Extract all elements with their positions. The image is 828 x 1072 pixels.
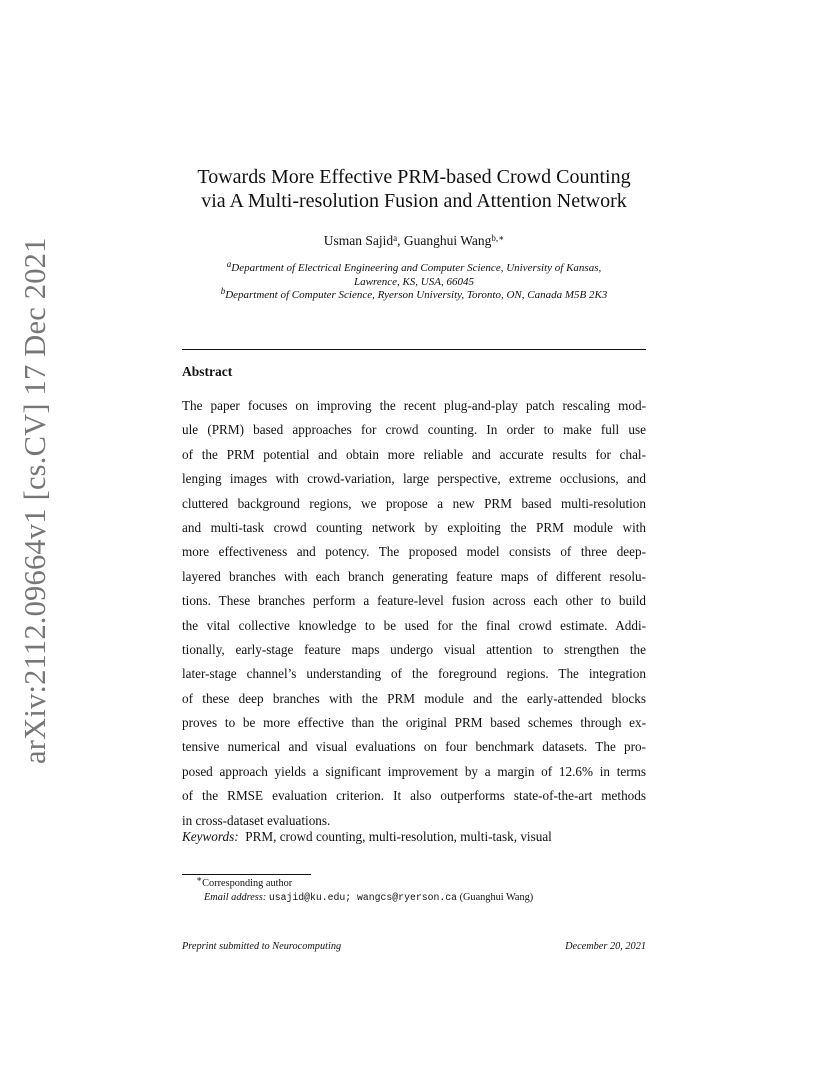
author-separator: , [397, 233, 404, 248]
affiliation-a-text-1: Department of Electrical Engineering and Computer Science, University of Kansas, [231, 262, 602, 274]
abstract-line: tionally, early-stage feature maps undergo visual attention to strengthen the [182, 641, 646, 657]
affiliation-b-line-1 [150, 285, 678, 303]
affiliation-b-mark: b [220, 285, 226, 296]
footnote-email [196, 891, 533, 905]
abstract-line: in cross-dataset evaluations. [182, 812, 331, 828]
paper-title [150, 165, 678, 213]
abstract-line: of these deep branches with the PRM module and the early-attended blocks [182, 690, 646, 706]
abstract-line: and multi-task crowd counting network by exploiting the PRM module with [182, 519, 646, 535]
title-line-1: Towards More Effective PRM-based Crowd Counting [197, 166, 631, 188]
keywords [182, 829, 552, 845]
abstract-line: of the PRM potential and obtain more reliable and accurate results for chal- [182, 446, 646, 462]
abstract-line: the vital collective knowledge to be used for the final crowd estimate. Addi- [182, 617, 646, 633]
footer-date: December 20, 2021 [565, 941, 646, 952]
affiliation-a-mark: a [226, 258, 232, 269]
abstract-body [182, 394, 646, 833]
affiliation-b-text-1: Department of Computer Science, Ryerson University, Toronto, ON, Canada M5B 2K3 [225, 289, 608, 301]
footnote-mark: ∗ [196, 873, 203, 884]
abstract-line: The paper focuses on improving the recent plug-and-play patch rescaling mod- [182, 398, 646, 413]
abstract-line: posed approach yields a significant improvement by a margin of 12.6% in terms [182, 763, 646, 779]
title-line-2: via A Multi-resolution Fusion and Attention Network [201, 190, 627, 212]
affiliations [150, 258, 678, 303]
email-label: Email address: [204, 892, 267, 903]
abstract-line: ule (PRM) based approaches for crowd counting. In order to make full use [182, 422, 646, 438]
author-1-name: Usman Sajid [323, 233, 394, 248]
abstract-line: cluttered background regions, we propose a new PRM based multi-resolution [182, 495, 646, 511]
keywords-label: Keywords: [182, 829, 239, 844]
author-1-affil-mark: a [393, 232, 398, 243]
footer-preprint-note: Preprint submitted to Neurocomputing [182, 941, 342, 952]
footnote-corresponding-text: Corresponding author [202, 878, 293, 889]
arxiv-stamp: arXiv:2112.09664v1 [cs.CV] 17 Dec 2021 [18, 237, 52, 764]
abstract-line: proves to be more effective than the original PRM based schemes through ex- [182, 715, 646, 731]
arxiv-stamp-container [0, 0, 52, 764]
abstract-line: tions. These branches perform a feature-level fusion across each other to build [182, 593, 646, 609]
affiliation-a-line-1 [150, 258, 678, 276]
email-owner: (Guanghui Wang) [459, 892, 534, 903]
abstract-line: later-stage channel’s understanding of the foreground regions. The integration [182, 666, 646, 682]
abstract-top-rule [182, 349, 646, 350]
author-2-name: Guanghui Wang [403, 233, 492, 248]
email-addresses: usajid@ku.edu; wangcs@ryerson.ca [268, 892, 457, 903]
abstract-line: lenging images with crowd-variation, large perspective, extreme occlusions, and [182, 471, 646, 487]
footnote [196, 873, 534, 905]
affiliation-a-line-2: Lawrence, KS, USA, 66045 [354, 275, 474, 288]
abstract-line: more effectiveness and potency. The proposed model consists of three deep- [182, 544, 646, 560]
author-2-affil-mark: b,∗ [491, 232, 505, 243]
abstract-heading: Abstract [182, 364, 233, 379]
keywords-text: PRM, crowd counting, multi-resolution, multi-task, visual [238, 829, 552, 844]
author-list [150, 232, 678, 250]
abstract-line: layered branches with each branch generating feature maps of different resolu- [182, 568, 646, 584]
abstract-line: of the RMSE evaluation criterion. It also outperforms state-of-the-art methods [182, 788, 646, 804]
abstract-line: tensive numerical and visual evaluations on four benchmark datasets. The pro- [182, 739, 646, 755]
footnote-corresponding [196, 873, 533, 891]
